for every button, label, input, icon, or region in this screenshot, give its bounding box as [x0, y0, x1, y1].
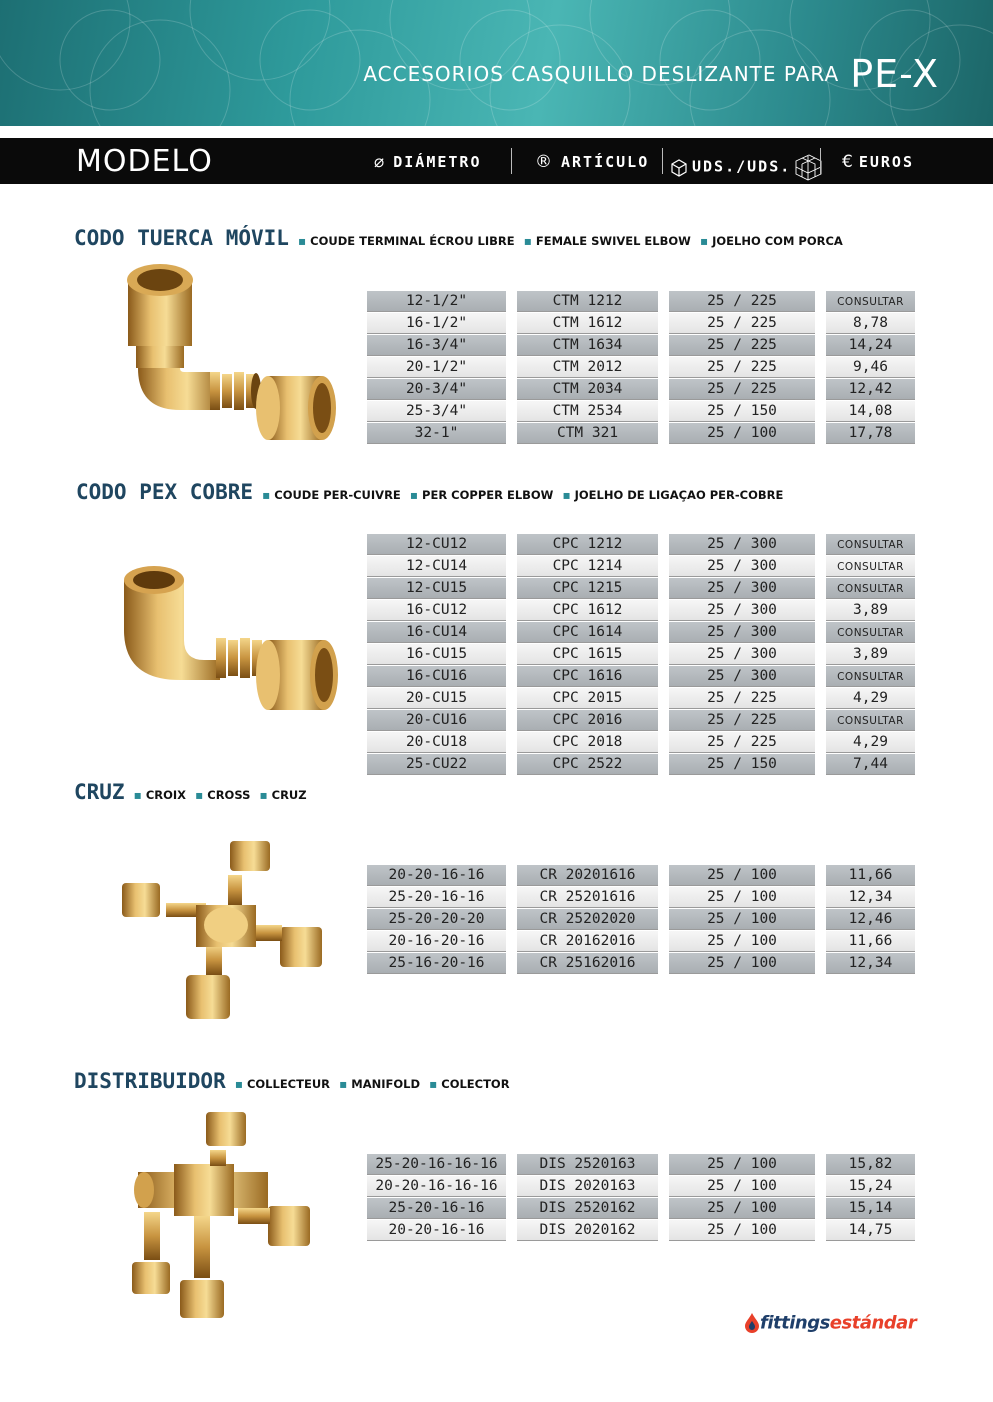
units-cell-text: 25 / 100 [707, 425, 777, 441]
article-cell-text: CTM 1634 [552, 337, 623, 353]
diameter-cell [367, 644, 506, 665]
units-cell [669, 578, 815, 599]
units-cell-text: 25 / 225 [707, 293, 777, 309]
units-cell [669, 335, 815, 356]
price-cell-text: CONSULTAR [837, 715, 904, 727]
section-subtitle: CROSS [207, 788, 251, 802]
diameter-cell [367, 666, 506, 687]
diameter-cell-text: 32-1" [414, 425, 459, 441]
registered-icon: ® [535, 152, 554, 172]
banner-title [363, 52, 939, 96]
price-cell-text: CONSULTAR [837, 627, 904, 639]
article-cell-text: CPC 2522 [552, 756, 623, 772]
diameter-cell-text: 12-1/2" [405, 293, 468, 309]
price-cell [826, 423, 915, 444]
diameter-cell [367, 909, 506, 930]
price-cell-text: 17,78 [848, 425, 893, 441]
article-cell [517, 887, 658, 908]
price-column [826, 1154, 915, 1242]
price-cell-text: 12,34 [848, 955, 893, 971]
units-cell [669, 401, 815, 422]
price-cell-text: 15,24 [848, 1178, 893, 1194]
article-cell [517, 401, 658, 422]
article-label: ARTÍCULO [561, 153, 650, 171]
logo-part1: fittings [760, 1312, 830, 1334]
header-divider [511, 148, 512, 174]
article-column [517, 865, 658, 975]
section-subtitle: COUDE TERMINAL ÉCROU LIBRE [310, 234, 515, 248]
diameter-cell [367, 688, 506, 709]
price-column [826, 291, 915, 445]
article-cell [517, 1220, 658, 1241]
section-title: CODO TUERCA MÓVIL ▪ COUDE TERMINAL ÉCROU LIBRE ▪ FEMALE SWIVEL ELBOW ▪ JOELHO COM PORCA [74, 226, 843, 250]
article-cell [517, 578, 658, 599]
units-header [669, 152, 823, 182]
section-subtitle: CROIX [145, 788, 187, 802]
price-cell [826, 1176, 915, 1197]
price-cell-text: 8,78 [853, 315, 888, 331]
cross-fitting-image [116, 835, 336, 1030]
units-cell [669, 1220, 815, 1241]
article-header [535, 152, 649, 172]
article-cell [517, 1176, 658, 1197]
price-cell-text: 4,29 [853, 690, 888, 706]
article-column [517, 534, 658, 776]
diameter-cell [367, 556, 506, 577]
diameter-header [374, 152, 482, 172]
article-cell [517, 379, 658, 400]
units-column [669, 1154, 815, 1242]
units-cell-text: 25 / 225 [707, 381, 777, 397]
article-cell-text: CR 25201616 [539, 889, 636, 905]
section-name: CODO TUERCA MÓVIL [74, 226, 289, 250]
price-cell-text: 14,08 [848, 403, 893, 419]
diameter-cell [367, 578, 506, 599]
diameter-icon: ⌀ [374, 152, 387, 172]
diameter-cell-text: 20-20-16-16-16 [375, 1178, 498, 1194]
diameter-cell-text: 20-20-16-16 [388, 867, 485, 883]
diameter-cell [367, 335, 506, 356]
price-cell [826, 732, 915, 753]
price-cell [826, 666, 915, 687]
price-cell [826, 600, 915, 621]
column-header-bar [0, 138, 993, 184]
units-cell-text: 25 / 100 [707, 933, 777, 949]
units-cell [669, 379, 815, 400]
diameter-cell [367, 754, 506, 775]
diameter-cell-text: 25-20-16-16 [388, 1200, 485, 1216]
diameter-cell [367, 710, 506, 731]
units-cell [669, 556, 815, 577]
units-cell [669, 931, 815, 952]
banner-title-small: ACCESORIOS CASQUILLO DESLIZANTE PARA [363, 62, 840, 86]
units-cell [669, 710, 815, 731]
price-cell-text: 11,66 [848, 867, 893, 883]
diameter-cell-text: 16-3/4" [405, 337, 468, 353]
diameter-cell-text: 16-CU12 [405, 602, 468, 618]
diameter-column [367, 291, 506, 445]
section-subtitle: PER COPPER ELBOW [422, 488, 554, 502]
article-cell-text: CTM 1612 [552, 315, 623, 331]
diameter-cell-text: 25-3/4" [405, 403, 468, 419]
article-cell-text: CPC 1615 [552, 646, 623, 662]
diameter-cell [367, 401, 506, 422]
price-cell [826, 622, 915, 643]
swivel-elbow-image [110, 250, 340, 460]
price-cell-text: 4,29 [853, 734, 888, 750]
diameter-cell-text: 20-1/2" [405, 359, 468, 375]
section-subtitle: JOELHO DE LIGAÇAO PER-COBRE [574, 488, 784, 502]
article-cell [517, 953, 658, 974]
brand-logo [744, 1312, 916, 1334]
article-cell [517, 688, 658, 709]
banner-title-big: PE-X [850, 52, 939, 96]
price-cell [826, 909, 915, 930]
units-cell-text: 25 / 225 [707, 337, 777, 353]
price-column [826, 534, 915, 776]
article-cell [517, 622, 658, 643]
diameter-cell-text: 20-20-16-16 [388, 1222, 485, 1238]
diameter-cell-text: 12-CU15 [405, 580, 468, 596]
units-cell [669, 622, 815, 643]
price-cell [826, 556, 915, 577]
article-cell-text: DIS 2020162 [539, 1222, 636, 1238]
units-cell-text: 25 / 150 [707, 756, 777, 772]
euro-icon: € [842, 152, 855, 172]
price-cell-text: 14,24 [848, 337, 893, 353]
section-name: CRUZ [74, 780, 125, 804]
units-cell-text: 25 / 225 [707, 712, 777, 728]
units-cell-text: 25 / 100 [707, 1156, 777, 1172]
article-cell-text: CPC 1614 [552, 624, 623, 640]
units-cell [669, 909, 815, 930]
diameter-cell [367, 600, 506, 621]
article-cell [517, 865, 658, 886]
price-cell-text: CONSULTAR [837, 561, 904, 573]
price-cell-text: 11,66 [848, 933, 893, 949]
price-cell-text: CONSULTAR [837, 671, 904, 683]
diameter-cell [367, 1176, 506, 1197]
article-cell-text: DIS 2520162 [539, 1200, 636, 1216]
units-cell [669, 1154, 815, 1175]
article-cell [517, 423, 658, 444]
units-cell [669, 534, 815, 555]
price-cell [826, 379, 915, 400]
diameter-column [367, 534, 506, 776]
price-cell [826, 688, 915, 709]
price-cell [826, 578, 915, 599]
price-cell-text: 14,75 [848, 1222, 893, 1238]
diameter-cell-text: 16-CU16 [405, 668, 468, 684]
section-subtitle: COLECTOR [441, 1077, 510, 1091]
diameter-cell [367, 1154, 506, 1175]
diameter-column [367, 865, 506, 975]
article-cell [517, 600, 658, 621]
manifold-image [128, 1108, 328, 1323]
euros-label: EUROS [858, 153, 914, 171]
diameter-cell-text: 16-CU15 [405, 646, 468, 662]
price-cell [826, 401, 915, 422]
article-cell [517, 732, 658, 753]
diameter-cell [367, 622, 506, 643]
price-cell-text: 3,89 [853, 602, 888, 618]
diameter-cell [367, 357, 506, 378]
price-cell-text: 12,46 [848, 911, 893, 927]
article-cell-text: CTM 2012 [552, 359, 623, 375]
units-cell-text: 25 / 300 [707, 602, 777, 618]
article-cell-text: CPC 2015 [552, 690, 623, 706]
units-cell [669, 600, 815, 621]
article-cell-text: CPC 1612 [552, 602, 623, 618]
units-cell [669, 313, 815, 334]
diameter-cell [367, 379, 506, 400]
units-cell-text: 25 / 225 [707, 359, 777, 375]
price-cell [826, 534, 915, 555]
price-cell-text: CONSULTAR [837, 296, 904, 308]
article-cell [517, 556, 658, 577]
diameter-cell [367, 1220, 506, 1241]
units-cell [669, 423, 815, 444]
diameter-cell-text: 25-CU22 [405, 756, 468, 772]
article-cell-text: DIS 2520163 [539, 1156, 636, 1172]
article-column [517, 1154, 658, 1242]
price-cell [826, 953, 915, 974]
article-cell-text: CTM 321 [556, 425, 619, 441]
price-cell [826, 335, 915, 356]
diameter-cell-text: 20-3/4" [405, 381, 468, 397]
article-cell [517, 291, 658, 312]
article-cell [517, 666, 658, 687]
box-icon [669, 157, 689, 177]
units-cell-text: 25 / 300 [707, 536, 777, 552]
article-cell-text: CPC 1616 [552, 668, 623, 684]
flame-icon [744, 1312, 760, 1334]
pallet-icon [793, 152, 823, 182]
units-cell-text: 25 / 300 [707, 668, 777, 684]
article-cell [517, 313, 658, 334]
units-column [669, 291, 815, 445]
article-cell-text: CR 20162016 [539, 933, 636, 949]
price-cell [826, 710, 915, 731]
article-cell-text: CR 25162016 [539, 955, 636, 971]
diameter-cell-text: 12-CU14 [405, 558, 468, 574]
units-label: UDS./UDS. [692, 157, 792, 176]
diameter-cell [367, 865, 506, 886]
model-heading: MODELO [76, 144, 213, 179]
copper-elbow-image [110, 560, 340, 730]
diameter-cell-text: 16-1/2" [405, 315, 468, 331]
price-cell-text: 9,46 [853, 359, 888, 375]
article-cell [517, 534, 658, 555]
diameter-cell [367, 732, 506, 753]
units-cell-text: 25 / 100 [707, 911, 777, 927]
article-cell-text: CTM 2034 [552, 381, 623, 397]
units-cell [669, 666, 815, 687]
header-banner [0, 0, 993, 126]
article-cell [517, 754, 658, 775]
diameter-cell [367, 423, 506, 444]
units-cell-text: 25 / 100 [707, 889, 777, 905]
section-subtitle: COLLECTEUR [246, 1077, 331, 1091]
diameter-cell [367, 931, 506, 952]
units-cell [669, 865, 815, 886]
price-cell [826, 291, 915, 312]
section-title: CODO PEX COBRE ▪ COUDE PER-CUIVRE ▪ PER COPPER ELBOW ▪ JOELHO DE LIGAÇAO PER-COBRE [76, 480, 784, 504]
diameter-cell-text: 20-16-20-16 [388, 933, 485, 949]
units-cell-text: 25 / 225 [707, 690, 777, 706]
diameter-cell-text: 25-20-16-16-16 [375, 1156, 498, 1172]
price-cell-text: 12,34 [848, 889, 893, 905]
price-cell [826, 357, 915, 378]
units-cell [669, 644, 815, 665]
diameter-cell [367, 291, 506, 312]
euros-header [842, 152, 914, 172]
units-cell-text: 25 / 225 [707, 734, 777, 750]
units-cell-text: 25 / 100 [707, 1222, 777, 1238]
header-divider [662, 148, 663, 174]
price-cell-text: 15,82 [848, 1156, 893, 1172]
header-divider [820, 148, 821, 174]
units-cell-text: 25 / 300 [707, 624, 777, 640]
units-cell [669, 688, 815, 709]
article-cell [517, 357, 658, 378]
units-cell-text: 25 / 300 [707, 646, 777, 662]
units-cell [669, 953, 815, 974]
diameter-label: DIÁMETRO [393, 153, 482, 171]
article-cell-text: CR 25202020 [539, 911, 636, 927]
units-cell-text: 25 / 225 [707, 315, 777, 331]
article-cell-text: CR 20201616 [539, 867, 636, 883]
price-cell [826, 754, 915, 775]
article-cell-text: CPC 2018 [552, 734, 623, 750]
diameter-cell-text: 25-20-16-16 [388, 889, 485, 905]
section-name: DISTRIBUIDOR [74, 1069, 226, 1093]
price-cell-text: 12,42 [848, 381, 893, 397]
logo-part2: estándar [829, 1312, 917, 1334]
section-subtitle: FEMALE SWIVEL ELBOW [535, 234, 691, 248]
section-title: CRUZ ▪ CROIX ▪ CROSS ▪ CRUZ [74, 780, 307, 804]
article-cell [517, 335, 658, 356]
article-cell [517, 710, 658, 731]
diameter-cell [367, 534, 506, 555]
article-cell-text: CPC 2016 [552, 712, 623, 728]
price-cell [826, 931, 915, 952]
units-cell [669, 291, 815, 312]
diameter-cell-text: 25-20-20-20 [388, 911, 485, 927]
diameter-cell [367, 887, 506, 908]
article-cell [517, 1154, 658, 1175]
price-cell [826, 1154, 915, 1175]
price-cell [826, 887, 915, 908]
units-cell [669, 887, 815, 908]
section-title: DISTRIBUIDOR ▪ COLLECTEUR ▪ MANIFOLD ▪ COLECTOR [74, 1069, 510, 1093]
section-name: CODO PEX COBRE [76, 480, 254, 504]
diameter-cell-text: 16-CU14 [405, 624, 468, 640]
diameter-cell-text: 20-CU16 [405, 712, 468, 728]
section-subtitle: JOELHO COM PORCA [712, 234, 843, 248]
price-cell [826, 1220, 915, 1241]
units-cell-text: 25 / 100 [707, 1200, 777, 1216]
units-cell [669, 754, 815, 775]
price-cell-text: CONSULTAR [837, 583, 904, 595]
units-cell [669, 1198, 815, 1219]
units-cell-text: 25 / 300 [707, 558, 777, 574]
price-cell-text: 3,89 [853, 646, 888, 662]
diameter-cell [367, 953, 506, 974]
article-cell-text: CPC 1212 [552, 536, 623, 552]
units-cell [669, 357, 815, 378]
units-column [669, 865, 815, 975]
article-cell [517, 909, 658, 930]
article-cell-text: DIS 2020163 [539, 1178, 636, 1194]
units-cell-text: 25 / 100 [707, 1178, 777, 1194]
section-subtitle: COUDE PER-CUIVRE [274, 488, 401, 502]
price-cell-text: CONSULTAR [837, 539, 904, 551]
units-cell [669, 732, 815, 753]
units-column [669, 534, 815, 776]
article-cell-text: CTM 2534 [552, 403, 623, 419]
price-cell [826, 1198, 915, 1219]
price-cell [826, 313, 915, 334]
diameter-cell-text: 12-CU12 [405, 536, 468, 552]
units-cell-text: 25 / 300 [707, 580, 777, 596]
diameter-cell-text: 20-CU15 [405, 690, 468, 706]
units-cell-text: 25 / 100 [707, 955, 777, 971]
units-cell [669, 1176, 815, 1197]
article-cell [517, 1198, 658, 1219]
price-column [826, 865, 915, 975]
section-subtitle: MANIFOLD [351, 1077, 421, 1091]
article-column [517, 291, 658, 445]
diameter-column [367, 1154, 506, 1242]
section-subtitle: CRUZ [271, 788, 307, 802]
price-cell-text: 7,44 [853, 756, 888, 772]
units-cell-text: 25 / 150 [707, 403, 777, 419]
units-cell-text: 25 / 100 [707, 867, 777, 883]
article-cell [517, 644, 658, 665]
article-cell-text: CTM 1212 [552, 293, 623, 309]
article-cell-text: CPC 1214 [552, 558, 623, 574]
article-cell-text: CPC 1215 [552, 580, 623, 596]
price-cell [826, 644, 915, 665]
diameter-cell-text: 20-CU18 [405, 734, 468, 750]
diameter-cell [367, 1198, 506, 1219]
price-cell [826, 865, 915, 886]
diameter-cell [367, 313, 506, 334]
price-cell-text: 15,14 [848, 1200, 893, 1216]
article-cell [517, 931, 658, 952]
diameter-cell-text: 25-16-20-16 [388, 955, 485, 971]
